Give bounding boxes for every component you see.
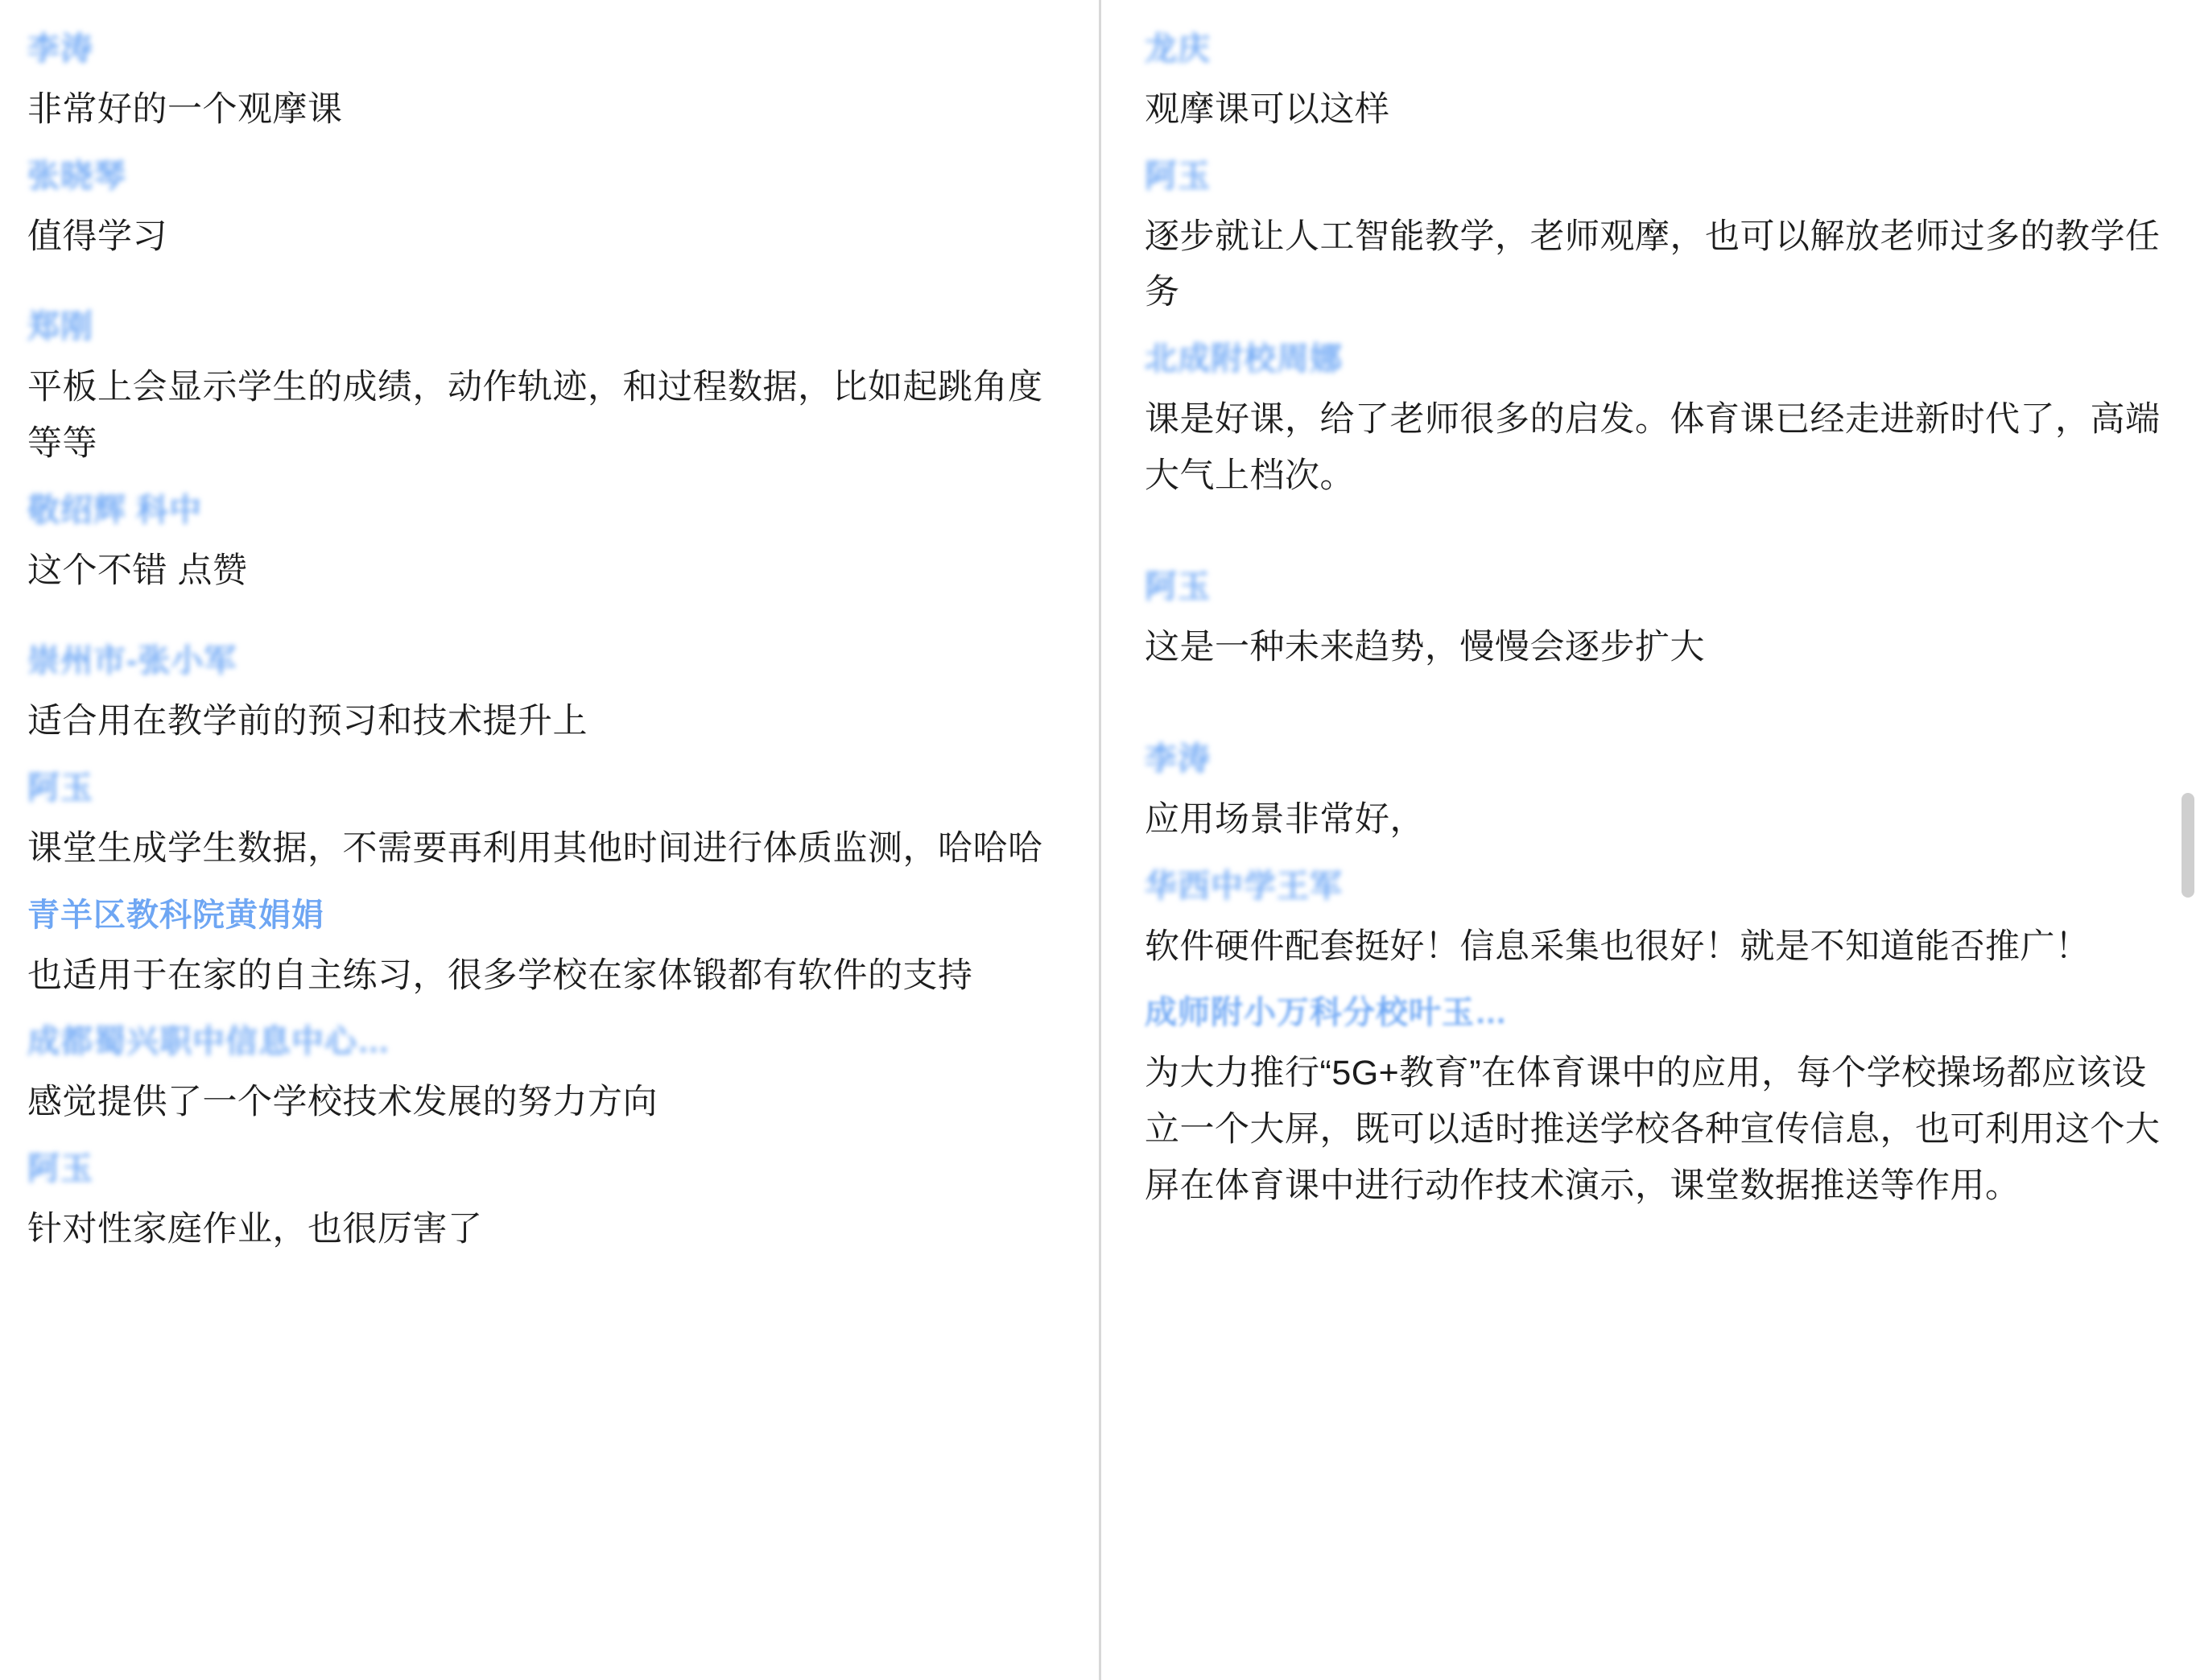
comment-text: 针对性家庭作业，也很厉害了 (27, 1209, 483, 1249)
list-item[interactable] (27, 1147, 1071, 1258)
comment-author[interactable]: 阿玉 (27, 1150, 93, 1187)
list-item[interactable] (1145, 155, 2169, 321)
comment-text: 课堂生成学生数据，不需要再利用其他时间进行体质监测，哈哈哈 (27, 828, 1043, 868)
comment-text: 也适用于在家的自主练习，很多学校在家体锻都有软件的支持 (27, 956, 973, 995)
comment-text: 逐步就让人工智能教学，老师观摩，也可以解放老师过多的教学任务 (1145, 217, 2161, 312)
list-item[interactable] (27, 766, 1071, 877)
list-item[interactable] (1145, 991, 2169, 1214)
comment-text: 应用场景非常好， (1145, 799, 1425, 839)
comment-text: 这是一种未来趋势，慢慢会逐步扩大 (1145, 628, 1705, 667)
list-item[interactable] (27, 489, 1071, 600)
spacer (27, 281, 1071, 292)
comment-author[interactable]: 阿玉 (1145, 569, 1211, 605)
comment-author[interactable]: 郑刚 (27, 309, 93, 345)
list-item[interactable] (27, 27, 1071, 138)
right-comment-column (1101, 0, 2196, 1680)
list-item[interactable] (27, 305, 1071, 472)
spacer (27, 615, 1071, 626)
comment-text: 值得学习 (27, 217, 167, 256)
comment-author[interactable]: 李涛 (27, 31, 93, 67)
comment-author[interactable]: 龙庆 (1145, 31, 1211, 67)
comment-author[interactable]: 阿玉 (27, 770, 93, 806)
comment-text: 为大力推行“5G+教育”在体育课中的应用，每个学校操场都应该设立一个大屏，既可以适时推送学校各种宣传信息，也可利用这个大屏在体育课中进行动作技术演示，课堂数据推送等作用。 (1145, 1054, 2161, 1205)
list-item[interactable] (27, 155, 1071, 266)
list-item[interactable] (1145, 737, 2169, 848)
list-item[interactable] (27, 639, 1071, 750)
scrollbar-thumb[interactable] (2182, 793, 2194, 898)
list-item[interactable] (1145, 565, 2169, 676)
spacer (1145, 520, 2169, 552)
comment-author[interactable]: 张晓琴 (27, 158, 126, 194)
list-item[interactable] (1145, 337, 2169, 504)
list-item[interactable] (1145, 27, 2169, 138)
list-item[interactable] (27, 894, 1071, 1005)
comment-author[interactable]: 华西中学王军 (1145, 868, 1343, 904)
comment-text: 软件硬件配套挺好！信息采集也很好！就是不知道能否推广！ (1145, 927, 2091, 966)
list-item[interactable] (1145, 865, 2169, 976)
comment-author[interactable]: 李涛 (1145, 741, 1211, 777)
comment-text: 观摩课可以这样 (1145, 90, 1390, 129)
comment-text: 非常好的一个观摩课 (27, 90, 343, 129)
comment-text: 适合用在教学前的预习和技术提升上 (27, 702, 588, 741)
comment-text: 平板上会显示学生的成绩，动作轨迹，和过程数据，比如起跳角度等等 (27, 368, 1043, 463)
comment-author[interactable]: 成都蜀兴职中信息中心… (27, 1024, 390, 1060)
comment-author[interactable]: 成师附小万科分校叶玉… (1145, 995, 1508, 1031)
scrollbar[interactable] (2178, 0, 2196, 1680)
comment-author[interactable]: 敬绍辉 科中 (27, 492, 203, 528)
comment-author[interactable]: 北成附校周娜 (1145, 341, 1343, 377)
comment-author[interactable]: 阿玉 (1145, 158, 1211, 194)
comment-text: 这个不错 点赞 (27, 551, 248, 590)
spacer (1145, 692, 2169, 724)
comment-text: 课是好课，给了老师很多的启发。体育课已经走进新时代了，高端大气上档次。 (1145, 399, 2161, 495)
list-item[interactable] (27, 1020, 1071, 1131)
comment-author[interactable]: 崇州市-张小军 (27, 643, 237, 679)
comment-author[interactable]: 青羊区教科院黄娟娟 (27, 897, 324, 933)
comment-text: 感觉提供了一个学校技术发展的努力方向 (27, 1083, 658, 1122)
